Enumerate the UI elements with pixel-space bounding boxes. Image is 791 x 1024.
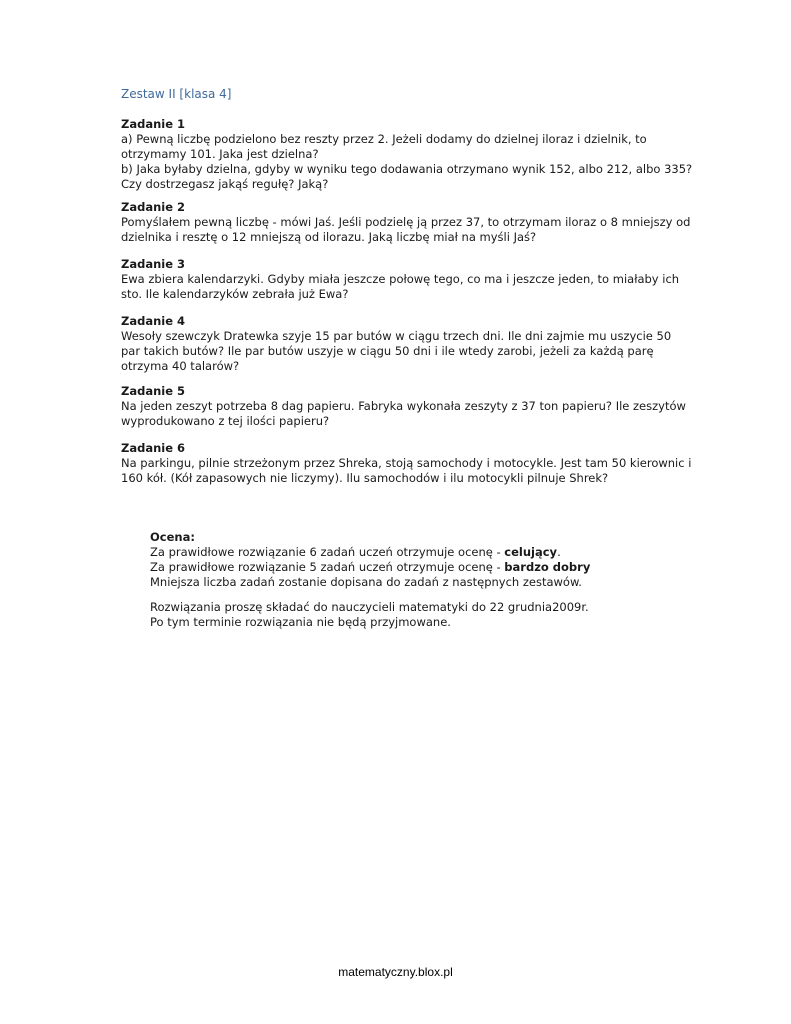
grading-section: [150, 530, 650, 590]
task-text-line: otrzyma 40 talarów?: [121, 359, 240, 373]
task-text-line: wyprodukowano z tej ilości papieru?: [121, 414, 330, 428]
task-6: [121, 441, 692, 486]
grading-text: Za prawidłowe rozwiązanie 5 zadań uczeń otrzymuje ocenę -: [150, 560, 505, 574]
task-text-line: sto. Ile kalendarzyków zebrała już Ewa?: [121, 287, 349, 301]
task-1: [121, 117, 693, 192]
footer-site-name: matematyczny.blox.pl: [338, 965, 453, 979]
grading-text: Za prawidłowe rozwiązanie 6 zadań uczeń otrzymuje ocenę -: [150, 545, 505, 559]
task-4: [121, 314, 681, 374]
submission-note: [150, 600, 589, 630]
grading-heading: Ocena:: [150, 530, 195, 544]
grade-bardzo-dobry: bardzo dobry: [504, 560, 591, 574]
task-3: [121, 257, 681, 302]
grade-celujacy: celujący: [504, 545, 558, 559]
grading-line-bardzo-dobry: [150, 560, 650, 575]
task-5: [121, 384, 686, 429]
task-text-line: b) Jaka byłaby dzielna, gdyby w wyniku tego dodawania otrzymano wynik 152, albo 212, albo 335?: [121, 162, 693, 176]
task-text-line: 160 kół. (Kół zapasowych nie liczymy). Ilu samochodów i ilu motocykli pilnuje Shrek?: [121, 471, 609, 485]
note-line: Rozwiązania proszę składać do nauczycieli matematyki do 22 grudnia2009r.: [150, 600, 589, 614]
grading-line-celujacy: [150, 545, 650, 560]
task-text-line: dzielnika i resztę o 12 mniejszą od ilorazu. Jaką liczbę miał na myśli Jaś?: [121, 230, 537, 244]
task-heading: Zadanie 6: [121, 441, 186, 455]
task-heading: Zadanie 1: [121, 117, 186, 131]
task-text-line: a) Pewną liczbę podzielono bez reszty przez 2. Jeżeli dodamy do dzielnej iloraz i dzielnik, to: [121, 132, 647, 146]
task-heading: Zadanie 5: [121, 384, 186, 398]
task-text-line: Czy dostrzegasz jakąś regułę? Jaką?: [121, 177, 329, 191]
task-heading: Zadanie 2: [121, 200, 186, 214]
task-text-line: otrzymamy 101. Jaka jest dzielna?: [121, 147, 319, 161]
task-heading: Zadanie 3: [121, 257, 186, 271]
task-heading: Zadanie 4: [121, 314, 186, 328]
task-2: [121, 200, 691, 245]
task-text-line: Na jeden zeszyt potrzeba 8 dag papieru. Fabryka wykonała zeszyty z 37 ton papieru? Ile zeszytów: [121, 399, 686, 413]
grading-line-remaining: Mniejsza liczba zadań zostanie dopisana do zadań z następnych zestawów.: [150, 575, 582, 589]
task-text-line: Ewa zbiera kalendarzyki. Gdyby miała jeszcze połowę tego, co ma i jeszcze jeden, to miałaby ich: [121, 272, 680, 286]
task-text-line: Na parkingu, pilnie strzeżonym przez Shreka, stoją samochody i motocykle. Jest tam 50 kierownic i: [121, 456, 692, 470]
task-text-line: Pomyślałem pewną liczbę - mówi Jaś. Jeśli podzielę ją przez 37, to otrzymam iloraz o 8 mniejszy od: [121, 215, 691, 229]
note-line: Po tym terminie rozwiązania nie będą przyjmowane.: [150, 615, 451, 629]
grading-text: .: [557, 545, 561, 559]
task-text-line: Wesoły szewczyk Dratewka szyje 15 par butów w ciągu trzech dni. Ile dni zajmie mu uszycie 50: [121, 329, 672, 343]
set-title: Zestaw II [klasa 4]: [121, 87, 232, 101]
task-text-line: par takich butów? Ile par butów uszyje w ciągu 50 dni i ile wtedy zarobi, jeżeli za każdą parę: [121, 344, 654, 358]
